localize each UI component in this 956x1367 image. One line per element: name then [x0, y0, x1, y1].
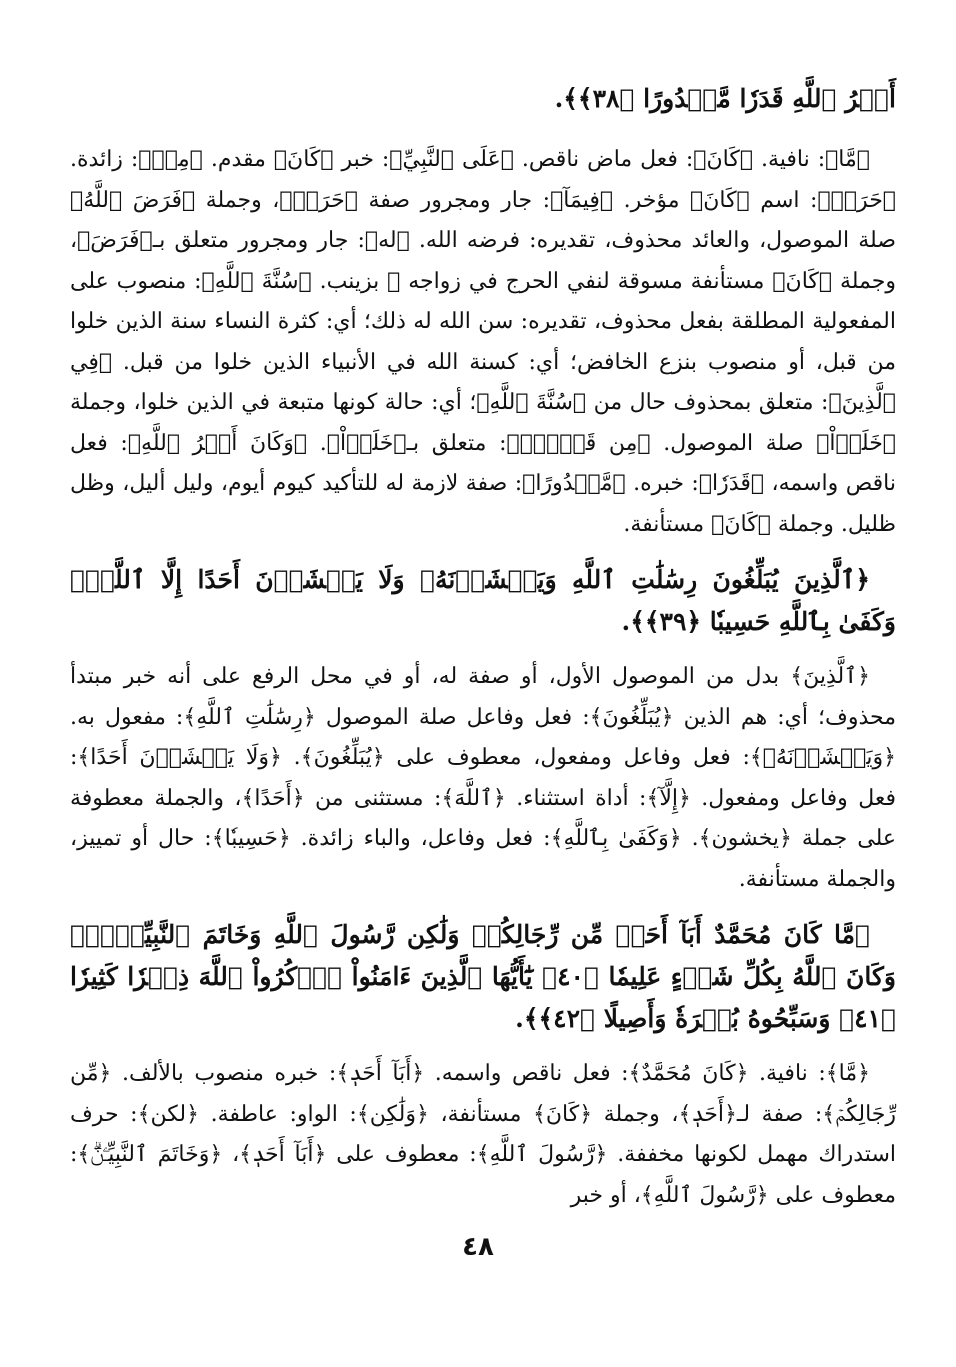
page-content: [70, 78, 896, 1230]
verse-continuation: أَمۡرُ ٱللَّهِ قَدَرٗا مَّقۡدُورًا ﴿٣٨﴾﴾.: [554, 84, 896, 113]
page-number: ٤٨: [462, 1232, 494, 1262]
quran-verse: ﴿ٱلَّذِينَ يُبَلِّغُونَ رِسَٰلَٰتِ ٱللَّهِ وَيَخۡشَوۡنَهُۥ وَلَا يَخۡشَوۡنَ أَحَدًا إِلَّا ٱللَّهَۗ وَكَفَىٰ بِٱللَّهِ حَسِيبٗا ﴿٣٩﴾﴾.: [70, 565, 896, 636]
grammar-analysis-paragraph: ﴿ٱلَّذِينَ﴾ بدل من الموصول الأول، أو صفة له، أو في محل الرفع على أنه خبر مبتدأ محذوف؛ أي: هم الذين ﴿يُبَلِّغُونَ﴾: فعل وفاعل صلة الموصول ﴿رِسَٰلَٰتِ ٱللَّهِ﴾: مفعول به. ﴿وَيَخۡشَوۡنَهُۥ﴾: فعل وفاعل ومفعول، معطوف على ﴿يُبَلِّغُونَ﴾. ﴿وَلَا يَخۡشَوۡنَ أَحَدًا﴾: فعل وفاعل ومفعول. ﴿إِلَّآ﴾: أداة استثناء. ﴿ٱللَّهَ﴾: مستثنى من ﴿أَحَدًا﴾، والجملة معطوفة على جملة ﴿يخشون﴾. ﴿وَكَفَىٰ بِٱللَّهِ﴾: فعل وفاعل، والباء زائدة. ﴿حَسِيبٗا﴾: حال أو تمييز، والجملة مستأنفة.: [70, 664, 896, 892]
grammar-analysis-paragraph: ﴿مَّا﴾: نافية. ﴿كَانَ﴾: فعل ماض ناقص. ﴿عَلَى ٱلنَّبِيِّ﴾: خبر ﴿كَانَ﴾ مقدم. ﴿مِنۡ﴾: زائدة. ﴿حَرَجٖ﴾: اسم ﴿كَانَ﴾ مؤخر. ﴿فِيمَآ﴾: جار ومجرور صفة ﴿حَرَجٖ﴾، وجملة ﴿فَرَضَ ٱللَّهُ﴾ صلة الموصول، والعائد محذوف، تقديره: فرضه الله. ﴿له﴾: جار ومجرور متعلق بـ﴿فَرَضَ﴾، وجملة ﴿كَانَ﴾ مستأنفة مسوقة لنفي الحرج في زواجه ﷺ بزينب. ﴿سُنَّةَ ٱللَّهِ﴾: منصوب على المفعولية المطلقة بفعل محذوف، تقديره: سن الله له ذلك؛ أي: كثرة النساء سنة الذين خلوا من قبل، أو منصوب بنزع الخافض؛ أي: كسنة الله في الأنبياء الذين خلوا من قبل. ﴿فِي ٱلَّذِينَ﴾: متعلق بمحذوف حال من ﴿سُنَّةَ ٱللَّهِ﴾؛ أي: حالة كونها متبعة في الذين خلوا، وجملة ﴿خَلَوۡاْ﴾ صلة الموصول. ﴿مِن قَبۡلُۚ﴾: متعلق بـ﴿خَلَوۡاْ﴾. ﴿وَكَانَ أَمۡرُ ٱللَّهِ﴾: فعل ناقص واسمه، ﴿قَدَرٗا﴾: خبره. ﴿مَّقۡدُورًا﴾: صفة لازمة له للتأكيد كيوم أيوم، وليل أليل، وظل ظليل. وجملة ﴿كَانَ﴾ مستأنفة.: [70, 147, 896, 537]
quran-verse: ﴿مَّا كَانَ مُحَمَّدٌ أَبَآ أَحَدٖ مِّن رِّجَالِكُمۡ وَلَٰكِن رَّسُولَ ٱللَّهِ وَخَاتَمَ ٱلنَّبِيِّـۧنَۗ وَكَانَ ٱللَّهُ بِكُلِّ شَيۡءٍ عَلِيمٗا ﴿٤٠﴾ يَٰٓأَيُّهَا ٱلَّذِينَ ءَامَنُواْ ٱذۡكُرُواْ ٱللَّهَ ذِكۡرٗا كَثِيرٗا ﴿٤١﴾ وَسَبِّحُوهُ بُكۡرَةٗ وَأَصِيلًا ﴿٤٢﴾﴾.: [70, 920, 896, 1033]
grammar-analysis-paragraph: ﴿مَّا﴾: نافية. ﴿كَانَ مُحَمَّدٌ﴾: فعل ناقص واسمه. ﴿أَبَآ أَحَدٖ﴾: خبره منصوب بالألف. ﴿مِّن رِّجَالِكُمۡ﴾: صفة لـ﴿أَحَدٖ﴾، وجملة ﴿كَانَ﴾ مستأنفة، ﴿وَلَٰكِن﴾: الواو: عاطفة. ﴿لكن﴾: حرف استدراك مهمل لكونها مخففة. ﴿رَّسُولَ ٱللَّهِ﴾: معطوف على ﴿أَبَآ أَحَدٖ﴾، ﴿وَخَاتَمَ ٱلنَّبِيِّـۧنَۗ﴾: معطوف على ﴿رَّسُولَ ٱللَّهِ﴾، أو خبر: [70, 1061, 896, 1208]
